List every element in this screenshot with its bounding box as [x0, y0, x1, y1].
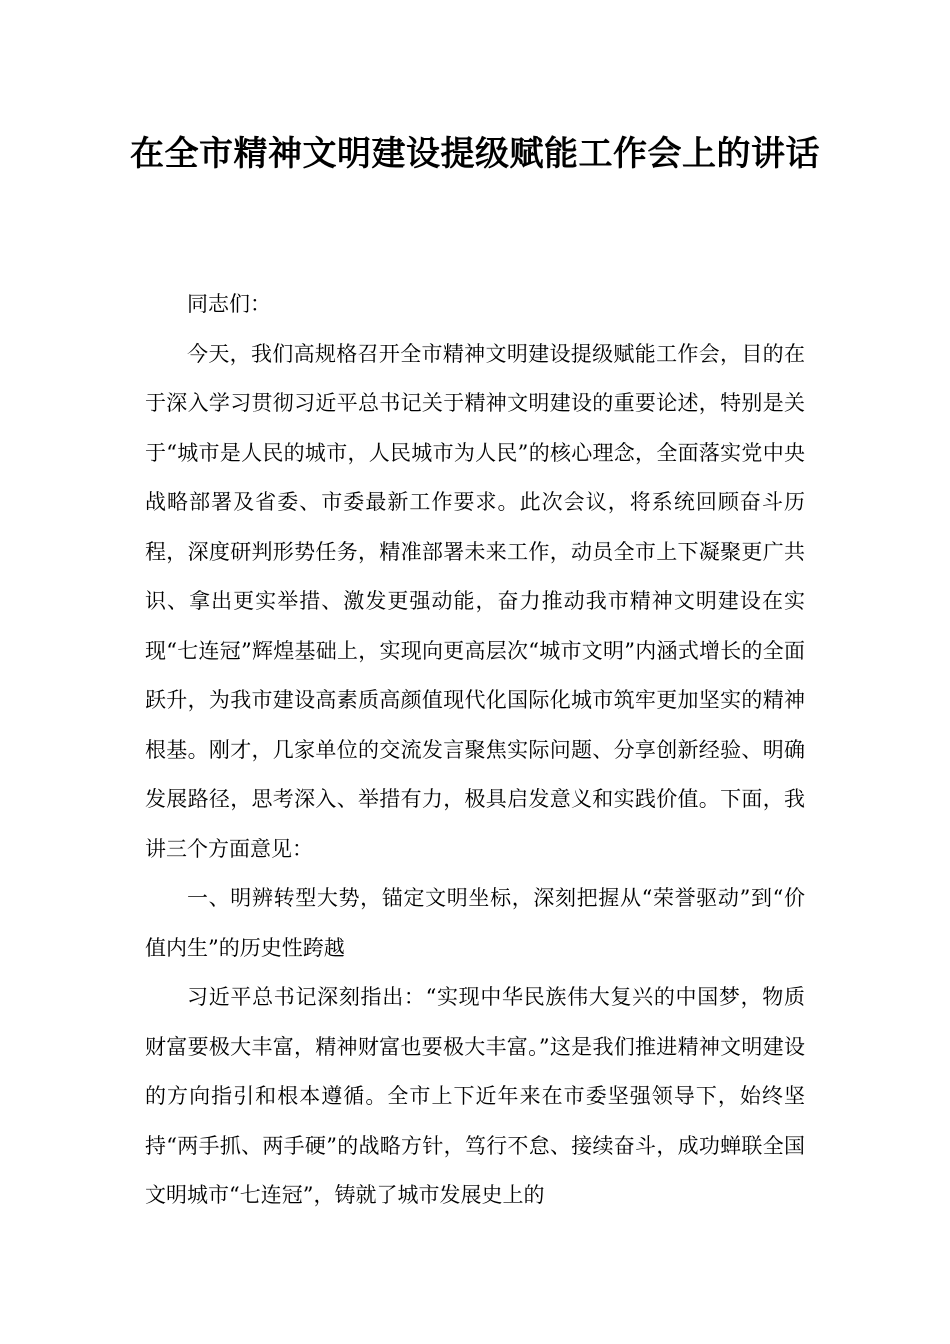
- document-body: [145, 280, 805, 1221]
- salutation: 同志们：: [187, 292, 271, 316]
- paragraph-opening: 今天，我们高规格召开全市精神文明建设提级赋能工作会，目的在于深入学习贯彻习近平总书记关于精神文明建设的重要论述，特别是关于“城市是人民的城市，人民城市为人民”的核心理念，全面落实党中央战略部署及省委、市委最新工作要求。此次会议，将系统回顾奋斗历程，深度研判形势任务，精准部署未来工作，动员全市上下凝聚更广共识、拿出更实举措、激发更强动能，奋力推动我市精神文明建设在实现“七连冠”辉煌基础上，实现向更高层次“城市文明”内涵式增长的全面跃升，为我市建设高素质高颜值现代化国际化城市筑牢更加坚实的精神根基。刚才，几家单位的交流发言聚焦实际问题、分享创新经验、明确发展路径，思考深入、举措有力，极具启发意义和实践价值。下面，我讲三个方面意见：: [145, 341, 805, 861]
- document-title: 在全市精神文明建设提级赋能工作会上的讲话: [130, 134, 820, 174]
- paragraph-section-1: 习近平总书记深刻指出：“实现中华民族伟大复兴的中国梦，物质财富要极大丰富，精神财富也要极大丰富。”这是我们推进精神文明建设的方向指引和根本遵循。全市上下近年来在市委坚强领导下，始终坚持“两手抓、两手硬”的战略方针，笃行不怠、接续奋斗，成功蝉联全国文明城市“七连冠”，铸就了城市发展史上的: [145, 985, 805, 1207]
- section-heading-1: 一、明辨转型大势，锚定文明坐标，深刻把握从“荣誉驱动”到“价值内生”的历史性跨越: [145, 886, 805, 960]
